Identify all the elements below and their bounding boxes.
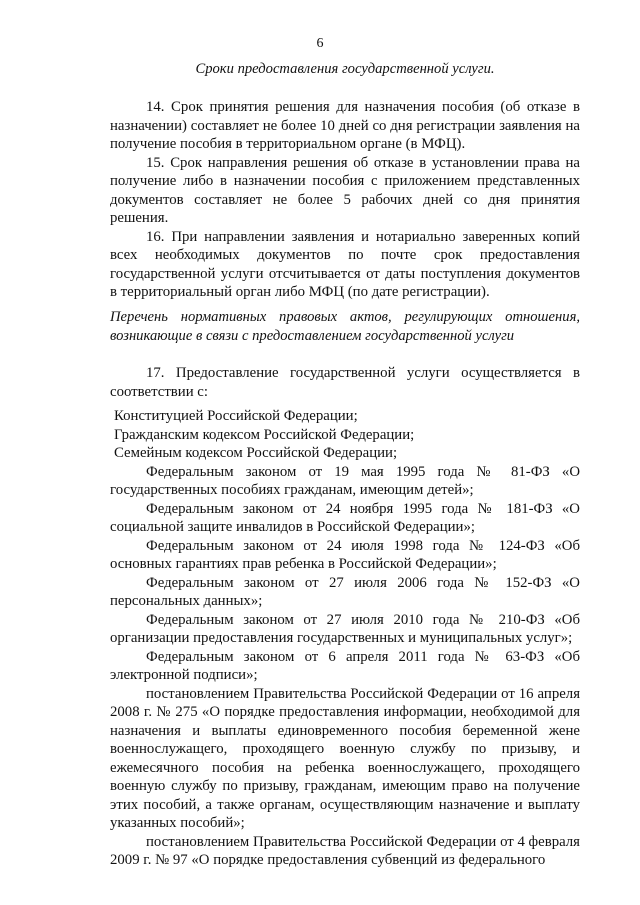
paragraph-17: 17. Предоставление государственной услуги осуществляется в соответствии с: [110,365,580,400]
legal-act-item: Конституцией Российской Федерации; [114,408,358,424]
legal-act-item: Федеральным законом от 24 июля 1998 года № 124-ФЗ «Об основных гарантиях прав ребенка в Российской Федерации»; [110,537,580,572]
paragraph-16: 16. При направлении заявления и нотариально заверенных копий всех необходимых документов по почте срок предоставления государственной услуги отсчитывается от даты поступления документов в территориальный орган либо МФЦ (по дате регистрации). [110,228,580,300]
legal-act-item: постановлением Правительства Российской Федерации от 4 февраля 2009 г. № 97 «О порядке предоставления субвенций из федерального [110,833,580,868]
paragraph-14: 14. Срок принятия решения для назначения пособия (об отказе в назначении) составляет не более 10 дней со дня регистрации заявления на получение пособия в территориальном органе (в МФЦ). [110,99,580,152]
legal-act-item: Семейным кодексом Российской Федерации; [114,445,398,461]
legal-act-item: Федеральным законом от 24 ноября 1995 года № 181-ФЗ «О социальной защите инвалидов в Российской Федерации»; [110,500,580,535]
page-number: 6 [316,36,324,51]
legal-act-item: Федеральным законом от 27 июля 2010 года № 210-ФЗ «Об организации предоставления государственных и муниципальных услуг»; [110,611,580,646]
section-heading-legal-acts-line2: возникающие в связи с предоставлением государственной услуги [110,328,515,344]
section-terms-body [110,98,580,302]
legal-act-item: Федеральным законом от 19 мая 1995 года № 81-ФЗ «О государственных пособиях гражданам, имеющим детей»; [110,463,580,498]
legal-act-item: Федеральным законом от 6 апреля 2011 года № 63-ФЗ «Об электронной подписи»; [110,648,580,683]
paragraph-15: 15. Срок направления решения об отказе в установлении права на получение либо в назначении пособия с приложением представленных документов составляет не более 5 рабочих дней со дня принятия решения. [110,154,580,226]
section-legal-acts-body [110,364,580,870]
section-heading-legal-acts-line1: Перечень нормативных правовых актов, регулирующих отношения, [110,309,580,325]
section-heading-terms: Сроки предоставления государственной услуги. [195,61,495,77]
legal-act-item: Гражданским кодексом Российской Федерации; [114,426,415,443]
legal-act-item: Федеральным законом от 27 июля 2006 года № 152-ФЗ «О персональных данных»; [110,574,580,609]
legal-act-item: постановлением Правительства Российской Федерации от 16 апреля 2008 г. № 275 «О порядке предоставления информации, необходимой для назначения и выплаты единовременного пособия беременной жене военнослужащего, проходящего военную службу по призыву, и ежемесячного пособия на ребенка военнослужащего, проходящего военную службу по призыву, гражданам, имеющим право на получение этих пособий, а также органам, осуществляющим назначение и выплату указанных пособий»; [110,685,580,831]
